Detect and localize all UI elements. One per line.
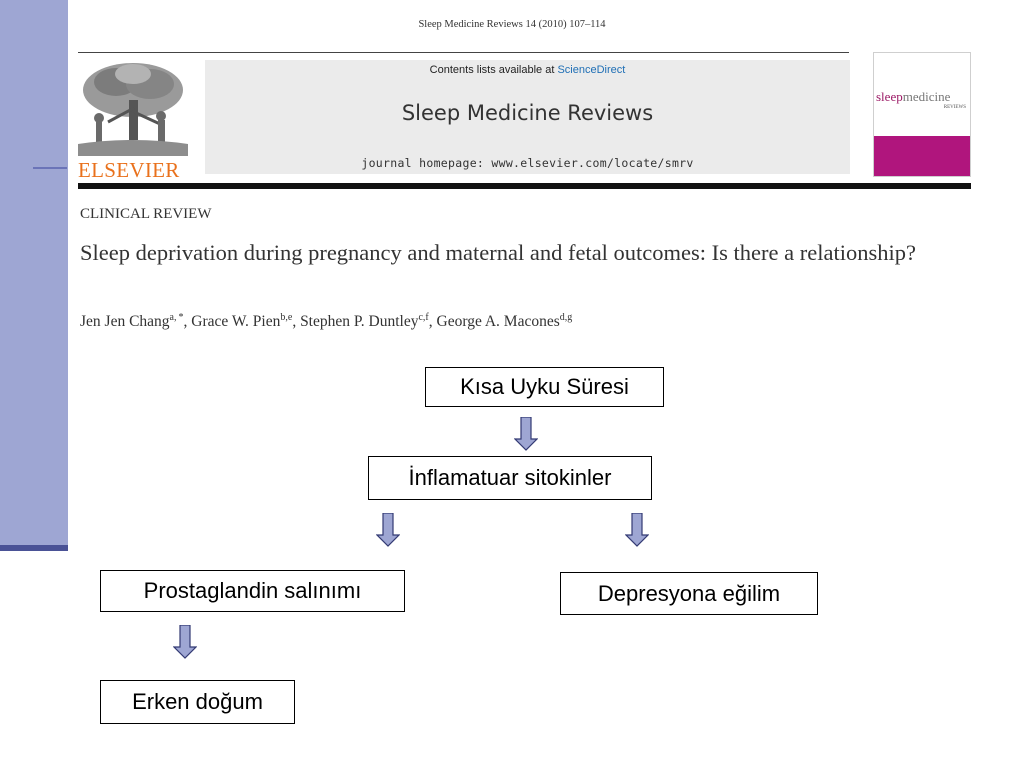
author-name: Stephen P. Duntley xyxy=(300,313,419,331)
author-affiliation: a, * xyxy=(169,312,184,323)
author-name: George A. Macones xyxy=(436,313,560,331)
journal-citation: Sleep Medicine Reviews 14 (2010) 107–114 xyxy=(418,19,606,30)
box-prostaglandin-release: Prostaglandin salınımı xyxy=(100,570,405,612)
slide-left-bar xyxy=(0,0,68,545)
contents-prefix: Contents lists available at xyxy=(429,64,558,76)
header-rule-thick xyxy=(78,183,971,189)
arrow-down-icon xyxy=(376,513,400,547)
cover-band xyxy=(874,136,970,176)
publisher-logo xyxy=(78,60,198,182)
author-name: Grace W. Pien xyxy=(191,313,281,331)
header-rule-thin xyxy=(78,52,849,53)
contents-line xyxy=(205,64,850,76)
author-separator: , xyxy=(183,313,192,331)
box-inflammatory-cytokines: İnflamatuar sitokinler xyxy=(368,456,652,500)
cover-subtitle: REVIEWS xyxy=(943,105,966,110)
cover-logo-sleep: sleep xyxy=(876,89,903,104)
elsevier-tree-icon xyxy=(78,60,188,156)
journal-cover xyxy=(873,52,971,177)
journal-banner xyxy=(205,60,850,174)
cover-logo-medicine: medicine xyxy=(902,89,951,104)
author-list xyxy=(80,312,572,331)
publisher-name: ELSEVIER xyxy=(78,158,180,182)
article-title: Sleep deprivation during pregnancy and maternal and fetal outcomes: Is there a relationship? xyxy=(80,240,916,265)
box-preterm-birth: Erken doğum xyxy=(100,680,295,724)
author-name: Jen Jen Chang xyxy=(80,313,170,331)
arrow-down-icon xyxy=(625,513,649,547)
author-separator: , xyxy=(292,313,301,331)
author-separator: , xyxy=(428,313,437,331)
arrow-down-icon xyxy=(173,625,197,659)
arrow-down-icon xyxy=(514,417,538,451)
section-label: CLINICAL REVIEW xyxy=(80,206,212,222)
journal-name: Sleep Medicine Reviews xyxy=(401,101,654,125)
slide-left-tick xyxy=(33,167,67,169)
author-affiliation: b,e xyxy=(280,312,293,323)
sciencedirect-link[interactable]: ScienceDirect xyxy=(557,64,626,76)
slide-left-bar-shadow xyxy=(0,545,68,551)
cover-logo xyxy=(876,89,950,105)
author-affiliation: c,f xyxy=(418,312,429,323)
author-affiliation: d,g xyxy=(559,312,573,323)
box-short-sleep: Kısa Uyku Süresi xyxy=(425,367,664,407)
journal-homepage: journal homepage: www.elsevier.com/locate/smrv xyxy=(361,156,694,170)
box-depression-tendency: Depresyona eğilim xyxy=(560,572,818,615)
